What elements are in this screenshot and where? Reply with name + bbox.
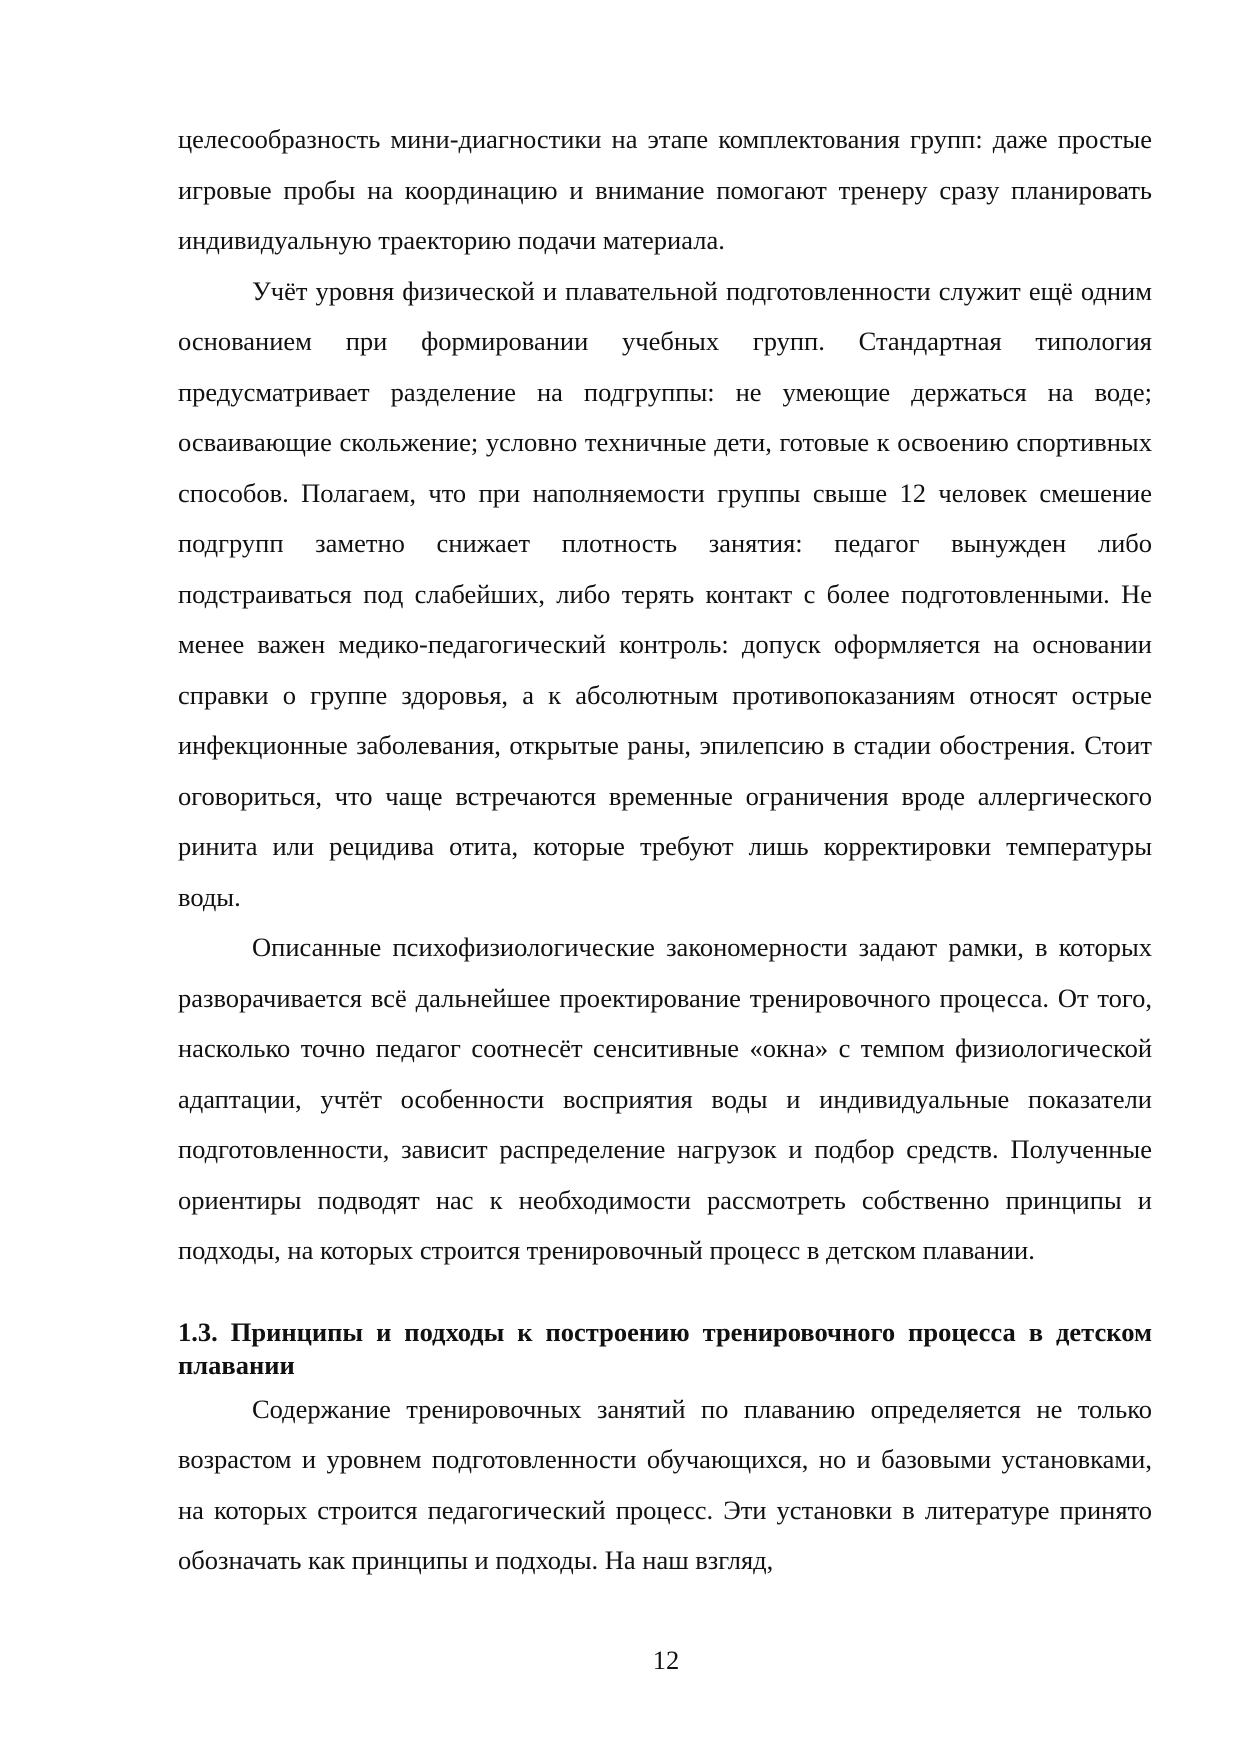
page-number: 12	[652, 1645, 680, 1675]
paragraph-summary: Описанные психофизиологические закономерности задают рамки, в которых разворачивается всё дальнейшее проектирование тренировочного процесса. От того, насколько точно педагог соотнесёт сенситивные «окна» с темпом физиологической адаптации, учтёт особенности восприятия воды и индивидуальные показатели подготовленности, зависит распределение нагрузок и подбор средств. Полученные ориентиры подводят нас к необходимости рассмотреть собственно принципы и подходы, на которых строится тренировочный процесс в детском плавании.	[178, 932, 1152, 1265]
section-heading: 1.3. Принципы и подходы к построению тренировочного процесса в детском плавании	[178, 1316, 1152, 1380]
paragraph-group-formation: Учёт уровня физической и плавательной подготовленности служит ещё одним основанием при формировании учебных групп. Стандартная типология предусматривает разделение на подгруппы: не умеющие держаться на воде; осваивающие скольжение; условно техничные дети, готовые к освоению спортивных способов. Полагаем, что при наполняемости группы свыше 12 человек смешение подгрупп заметно снижает плотность занятия: педагог вынужден либо подстраиваться под слабейших, либо терять контакт с более подготовленными. Не менее важен медико-педагогический контроль: допуск оформляется на основании справки о группе здоровья, а к абсолютным противопоказаниям относят острые инфекционные заболевания, открытые раны, эпилепсию в стадии обострения. Стоит оговориться, что чаще встречаются временные ограничения вроде аллергического ринита или рецидива отита, которые требуют лишь корректировки температуры воды.	[178, 275, 1152, 912]
paragraph-section-intro: Содержание тренировочных занятий по плаванию определяется не только возрастом и уровнем подготовленности обучающихся, но и базовыми установками, на которых строится педагогический процесс. Эти установки в литературе принято обозначать как принципы и подходы. На наш взгляд,	[178, 1393, 1152, 1575]
document-page	[178, 114, 1152, 1586]
paragraph-continuation: целесообразность мини-диагностики на этапе комплектования групп: даже простые игровые пробы на координацию и внимание помогают тренеру сразу планировать индивидуальную траекторию подачи материала.	[178, 124, 1152, 255]
